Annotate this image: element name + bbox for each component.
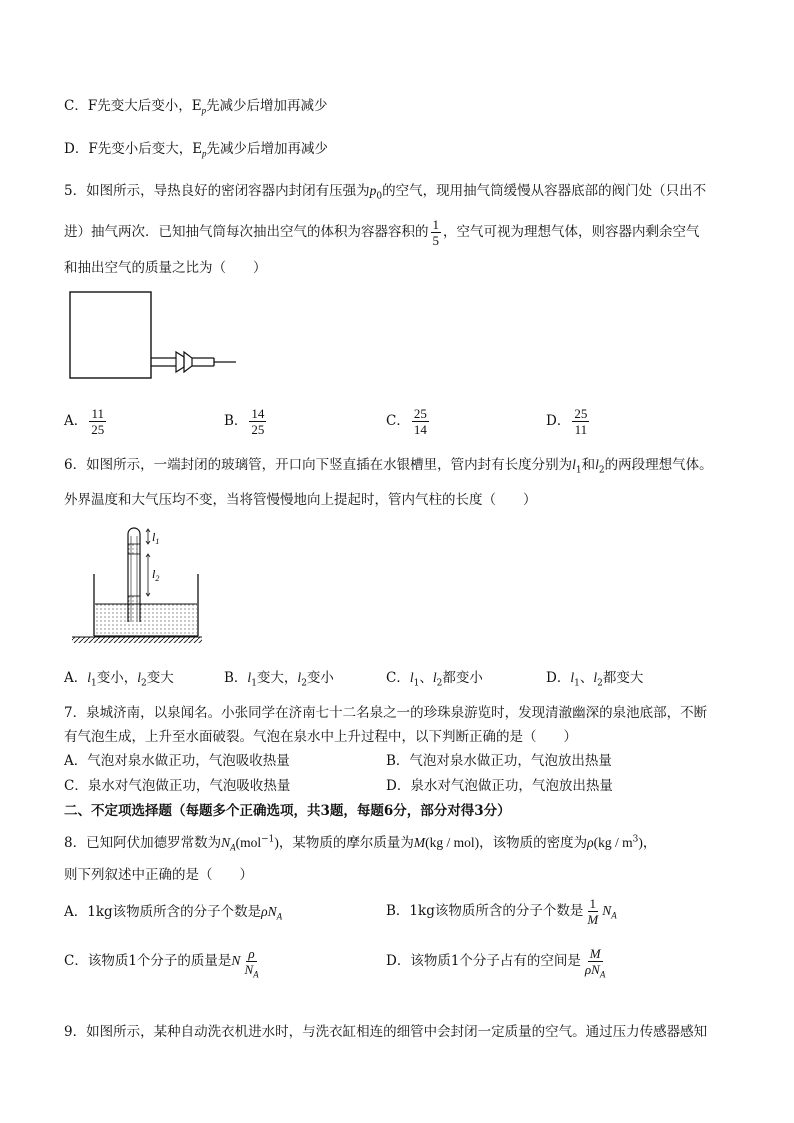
q7-option-d: D．泉水对气泡做正功，气泡放出热量 [386, 778, 613, 794]
q6-line2: 外界温度和大气压均不变，当将管慢慢地向上提起时，管内气柱的长度（ ） [64, 492, 537, 508]
q5-option-b: B． $\frac{14}{25}$ [224, 406, 265, 437]
q5-container-figure [64, 286, 239, 382]
q8-option-d: D．该物质1个分子占有的空间是 $\frac{M}{\rho N_A}$ [386, 946, 606, 980]
q8-line2: 则下列叙述中正确的是（ ） [64, 867, 253, 883]
q8-option-c: C．该物质1个分子的质量是N $\frac{\rho}{N_A}$ [64, 946, 259, 980]
q4-option-d: D．F先变小后变大，$E_p$先减少后增加再减少 [64, 141, 329, 159]
q5-fraction: $\frac{1}{5}$ [432, 217, 439, 248]
q8-line1: 8．已知阿伏加德罗常数为$N_A(mol^{-1})$，某物质的摩尔质量为M(kg / mol)，该物质的密度为$\rho(kg / m^3)$， [64, 834, 657, 853]
q7-option-a: A．气泡对泉水做正功，气泡吸收热量 [64, 753, 290, 769]
q7-option-c: C．泉水对气泡做正功，气泡吸收热量 [64, 778, 291, 794]
fig6-label-l1: $l_1$ [152, 530, 160, 546]
q6-option-a: A．$l_1$变小，$l_2$变大 [64, 670, 174, 689]
q5-line1: 5．如图所示，导热良好的密闭容器内封闭有压强为$p_0$的空气，现用抽气筒缓慢从容器底部的阀门处（只出不 [64, 183, 707, 202]
q8-option-a: A．1kg该物质所含的分子个数是$\rho N_A$ [64, 904, 283, 922]
q6-option-c: C．$l_1$、$l_2$都变小 [386, 670, 483, 689]
q7-line2: 有气泡生成，上升至水面破裂。气泡在泉水中上升过程中，以下判断正确的是（ ） [64, 729, 577, 745]
q9-line1: 9．如图所示，某种自动洗衣机进水时，与洗衣缸相连的细管中会封闭一定质量的空气。通过压力传感器感知 [64, 1024, 708, 1040]
q6-option-d: D．$l_1$、$l_2$都变大 [546, 670, 644, 689]
q8-option-b: B．1kg该物质所含的分子个数是 $\frac{1}{M}$ $N_A$ [386, 896, 617, 927]
q6-option-b: B．$l_1$变大，$l_2$变小 [224, 670, 334, 689]
section-2-heading: 二、不定项选择题（每题多个正确选项，共3题，每题6分，部分对得3分） [64, 803, 511, 819]
q5-option-a: A． $\frac{11}{25}$ [64, 406, 105, 437]
q6-tube-figure [68, 524, 208, 646]
q4-option-c: C．F先变大后变小，$E_p$先减少后增加再减少 [64, 98, 328, 116]
q6-line1: 6．如图所示，一端封闭的玻璃管，开口向下竖直插在水银槽里，管内封有长度分别为$l_1$和$l_2$的两段理想气体。 [64, 457, 713, 476]
q7-line1: 7．泉城济南，以泉闻名。小张同学在济南七十二名泉之一的珍珠泉游览时，发现清澈幽深的泉池底部，不断 [64, 705, 708, 721]
q5-line2: 进）抽气两次．已知抽气筒每次抽出空气的体积为容器容积的 $\frac{1}{5}$ ，空气可视为理想气体，则容器内剩余空气 [64, 217, 700, 248]
fig6-label-l2: $l_2$ [152, 567, 160, 583]
q7-option-b: B．气泡对泉水做正功，气泡放出热量 [386, 753, 612, 769]
q5-option-d: D． $\frac{25}{11}$ [546, 406, 588, 437]
q5-line3: 和抽出空气的质量之比为（ ） [64, 260, 267, 276]
q5-option-c: C． $\frac{25}{14}$ [386, 406, 427, 437]
